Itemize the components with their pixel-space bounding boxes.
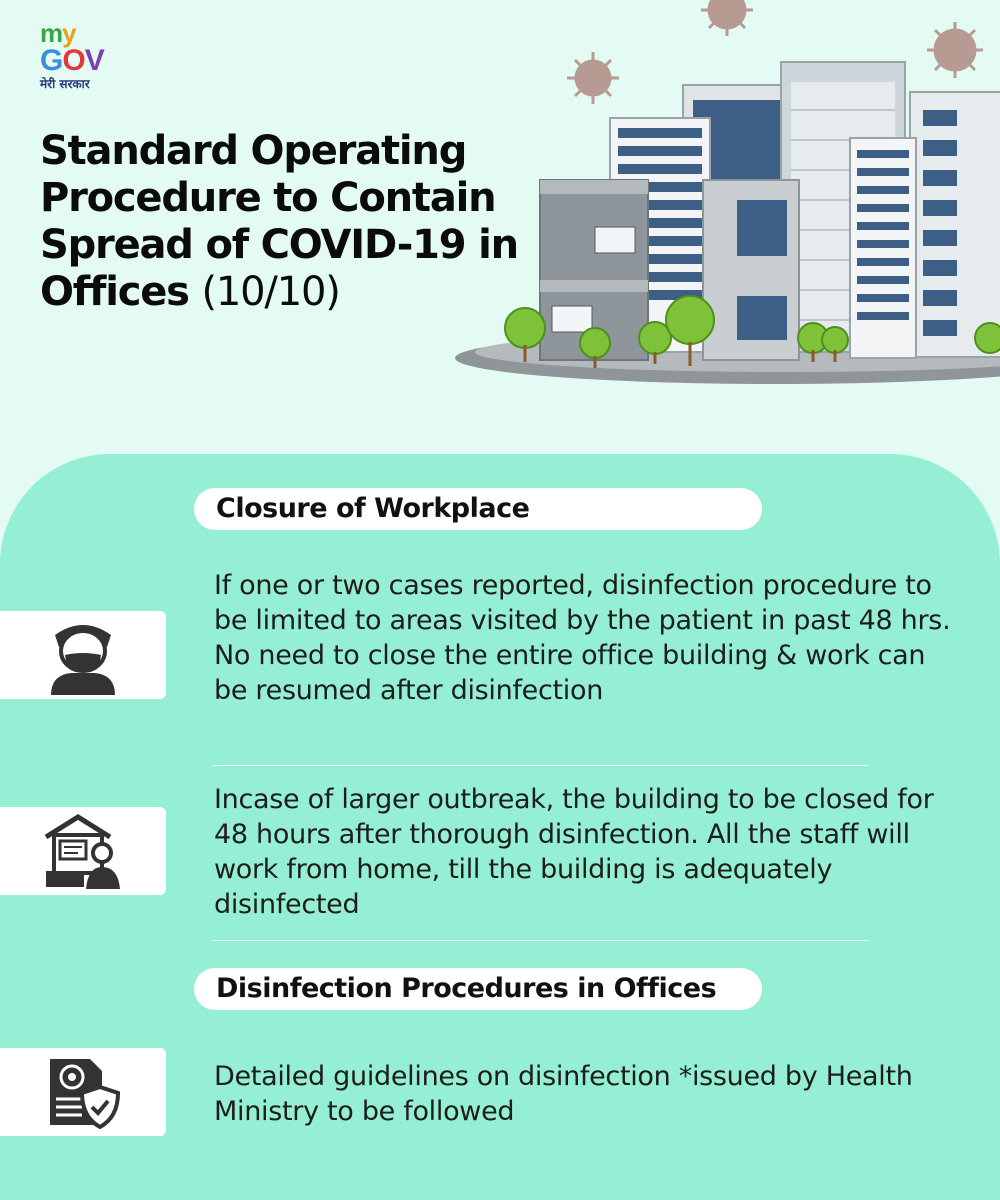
item-text-larger-outbreak: Incase of larger outbreak, the building to be closed for 48 hours after thorough disinfection. All the staff will work from home, till the building is adequately disinfected: [214, 784, 934, 920]
work-from-home-icon: [42, 813, 124, 889]
masked-person-icon: [43, 615, 123, 695]
logo-gov: GOV: [40, 44, 104, 77]
guidelines-document-shield-icon: [46, 1055, 120, 1129]
section-heading-closure: Closure of Workplace: [194, 488, 762, 530]
item-text-limited-disinfection: If one or two cases reported, disinfection procedure to be limited to areas visited by the patient in past 48 hrs. No need to close the entire office building & work can be resumed after disinfection: [214, 570, 951, 706]
icon-box-work-from-home: [0, 807, 166, 895]
icon-box-masked-person: [0, 611, 166, 699]
icon-box-guidelines: [0, 1048, 166, 1136]
logo-tagline: मेरी सरकार: [40, 77, 90, 91]
item-text-detailed-guidelines: Detailed guidelines on disinfection *issued by Health Ministry to be followed: [214, 1061, 913, 1127]
page-number: (10/10): [201, 269, 340, 315]
title-main: Standard Operating Procedure to Contain Spread of COVID-19 in Offices: [40, 128, 518, 315]
divider: [213, 765, 868, 766]
virus-icon: [927, 22, 983, 78]
divider: [213, 940, 868, 941]
logo-my: my: [40, 18, 76, 48]
virus-icon: [567, 52, 619, 104]
mygov-logo: [40, 18, 150, 98]
virus-icon: [701, 0, 753, 36]
office-buildings-illustration: [455, 0, 1000, 400]
section-heading-disinfection: Disinfection Procedures in Offices: [194, 968, 762, 1010]
